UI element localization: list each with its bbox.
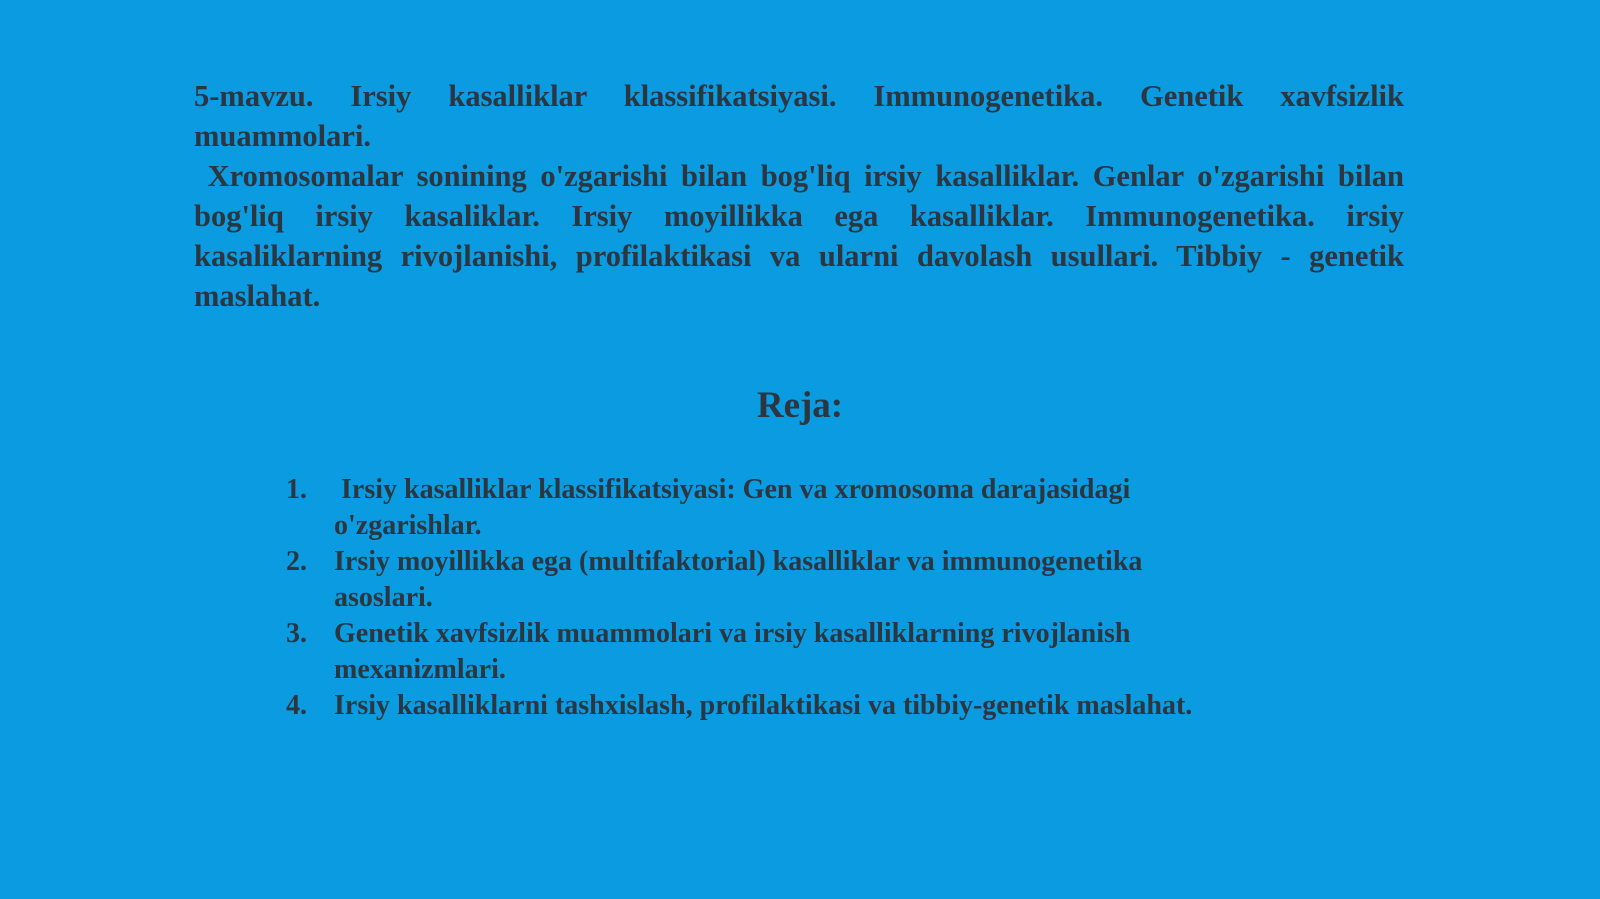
plan-item-number: 4.: [286, 690, 307, 721]
plan-heading: Reja:: [756, 385, 844, 426]
plan-item-number: 2.: [286, 546, 307, 577]
intro-text-block: [194, 76, 1404, 316]
topic-description: Xromosomalar sonining o'zgarishi bilan bog'liq irsiy kasalliklar. Genlar o'zgarishi bilan bog'liq irsiy kasaliklar. Irsiy moyillikka ega kasalliklar. Immunogenetika. irsiy kasaliklarning rivojlanishi, profilaktikasi va ularni davolash usullari. Tibbiy - genetik maslahat.: [194, 159, 1404, 313]
plan-list: [286, 472, 1226, 724]
plan-item-text: Irsiy kasalliklarni tashxislash, profilaktikasi va tibbiy-genetik maslahat.: [334, 690, 1193, 721]
topic-title: 5-mavzu. Irsiy kasalliklar klassifikatsiyasi. Immunogenetika. Genetik xavfsizlik muammolari.: [194, 79, 1404, 153]
plan-item-text: Irsiy moyillikka ega (multifaktorial) kasalliklar va immunogenetika asoslari.: [334, 546, 1143, 613]
plan-item: [286, 688, 1226, 724]
plan-item: [286, 616, 1226, 688]
plan-item-text: Genetik xavfsizlik muammolari va irsiy kasalliklarning rivojlanish mexanizmlari.: [334, 618, 1131, 685]
plan-item-number: 3.: [286, 618, 307, 649]
plan-item-number: 1.: [286, 474, 307, 505]
plan-item: [286, 472, 1226, 544]
plan-item: [286, 544, 1226, 616]
plan-item-text: Irsiy kasalliklar klassifikatsiyasi: Gen va xromosoma darajasidagi o'zgarishlar.: [334, 474, 1131, 541]
